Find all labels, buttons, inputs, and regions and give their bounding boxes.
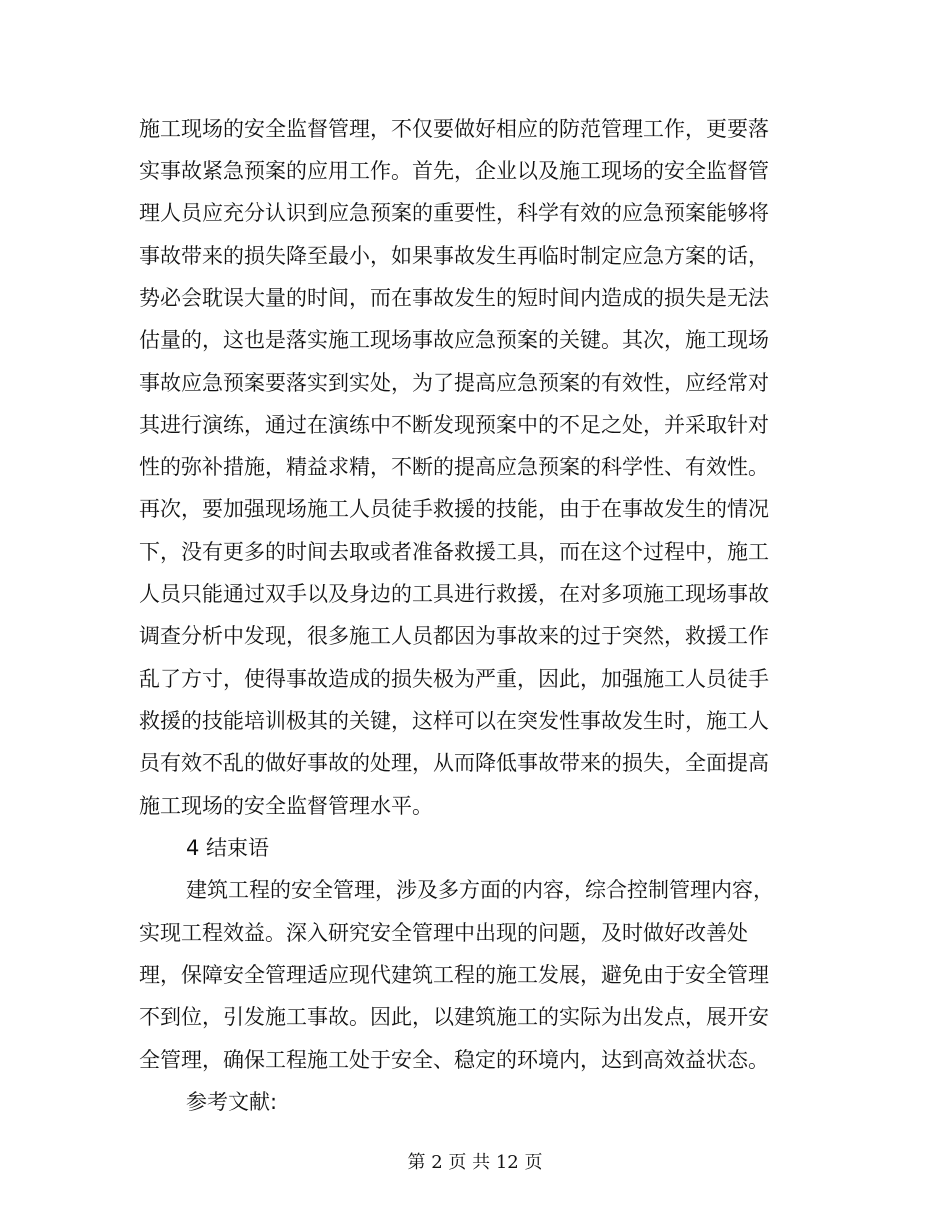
page-number-footer: 第 2 页 共 12 页 [407,1152,543,1173]
paragraph-line: 事故应急预案要落实到实处，为了提高应急预案的有效性，应经常对 [139,371,769,395]
paragraph-line: 事故带来的损失降至最小，如果事故发生再临时制定应急方案的话， [139,244,769,268]
conclusion-line: 不到位，引发施工事故。因此，以建筑施工的实际为出发点，展开安 [139,1005,769,1029]
paragraph-line: 再次，要加强现场施工人员徒手救援的技能，由于在事故发生的情况 [139,497,769,521]
conclusion-line: 建筑工程的安全管理，涉及多方面的内容，综合控制管理内容， [186,878,774,902]
paragraph-line: 员有效不乱的做好事故的处理，从而降低事故带来的损失，全面提高 [139,751,769,775]
paragraph-line: 性的弥补措施，精益求精，不断的提高应急预案的科学性、有效性。 [139,455,769,479]
paragraph-line: 势必会耽误大量的时间，而在事故发生的短时间内造成的损失是无法 [139,286,769,310]
paragraph-line: 人员只能通过双手以及身边的工具进行救援，在对多项施工现场事故 [139,582,769,606]
paragraph-line: 下，没有更多的时间去取或者准备救援工具，而在这个过程中，施工 [139,540,769,564]
paragraph-line: 施工现场的安全监督管理，不仅要做好相应的防范管理工作，更要落 [139,117,769,141]
paragraph-line: 乱了方寸，使得事故造成的损失极为严重，因此，加强施工人员徒手 [139,667,769,691]
conclusion-line: 全管理，确保工程施工处于安全、稳定的环境内，达到高效益状态。 [139,1048,769,1072]
conclusion-line: 实现工程效益。深入研究安全管理中出现的问题，及时做好改善处 [139,921,748,945]
section-heading: 4 结束语 [186,836,270,860]
references-heading: 参考文献: [186,1090,278,1114]
paragraph-line: 理人员应充分认识到应急预案的重要性，科学有效的应急预案能够将 [139,201,769,225]
paragraph-line: 调查分析中发现，很多施工人员都因为事故来的过于突然，救援工作 [139,624,769,648]
conclusion-line: 理，保障安全管理适应现代建筑工程的施工发展，避免由于安全管理 [139,963,769,987]
paragraph-line: 施工现场的安全监督管理水平。 [139,794,433,818]
paragraph-line: 救援的技能培训极其的关键，这样可以在突发性事故发生时，施工人 [139,709,769,733]
paragraph-line: 实事故紧急预案的应用工作。首先，企业以及施工现场的安全监督管 [139,159,769,183]
paragraph-line: 其进行演练，通过在演练中不断发现预案中的不足之处，并采取针对 [139,413,769,437]
paragraph-line: 估量的，这也是落实施工现场事故应急预案的关键。其次，施工现场 [139,328,769,352]
